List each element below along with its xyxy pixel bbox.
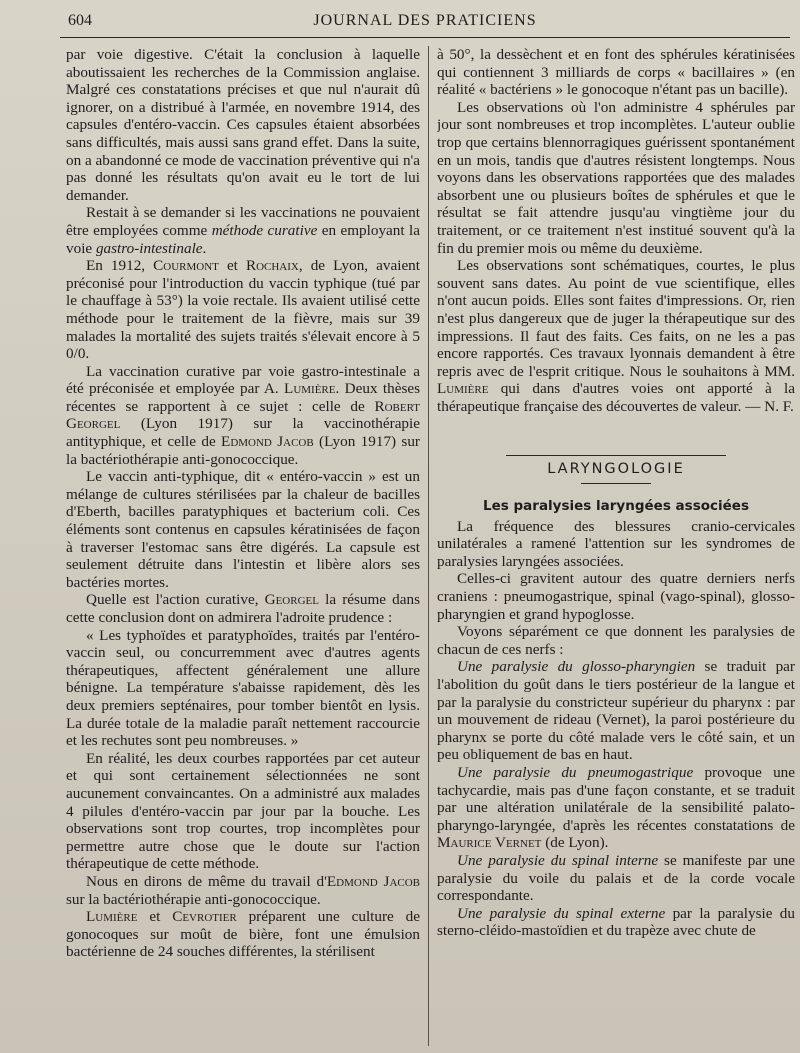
paragraph: En réalité, les deux courbes rapportées par cet auteur et qui sont certainement sélectionnées ne sont aucunement convaincantes. On a administré aux malades 4 pilules d'entéro-vaccin par jour par la bouche. Les observations sont trop courtes, trop incomplètes pour permettre autre chose que le doute sur l'action thérapeutique de cette méthode. <box>66 749 420 873</box>
author-name: Lumière <box>437 380 489 398</box>
paragraph <box>66 908 420 961</box>
italic-term: Une paralysie du glosso-pharyngien <box>457 658 696 676</box>
italic-term: Une paralysie du spinal interne <box>457 851 659 869</box>
paragraph: Le vaccin anti-typhique, dit « entéro-vaccin » est un mélange de cultures stérilisées par la chaleur de bacilles d'Eberth, bacilles paratyphiques et bacterium coli. Ces éléments sont contenus en capsules kératinisées de façon à traverser l'estomac sans être digérés. La capsule est seulement détruite dans l'intestin et libère alors ses bactéries mortes. <box>66 468 420 591</box>
paragraph <box>437 658 795 764</box>
paragraph <box>66 591 420 626</box>
text-run: Restait à se demander si les vaccinations ne pouvaient être employées comme <box>66 204 420 239</box>
author-name: Lumière <box>86 908 138 926</box>
quotation: « Les typhoïdes et paratyphoïdes, traités par l'entéro-vaccin seul, ou concurremment avec d'autres agents thérapeutiques, affectent généralement une allure bénigne. La température s'abaisse rapidement, dès les deux premiers septénaires, pour tomber bientôt en lysis. La durée totale de la maladie paraît nettement raccourcie et les rechutes sont peu nombreuses. » <box>66 626 420 750</box>
author-name: Rochaix <box>245 257 299 275</box>
text-run: qui dans d'autres voies ont apporté à la thérapeutique française des découvertes de valeur. — N. F. <box>437 380 795 415</box>
author-name: Edmond Jacob <box>221 433 314 451</box>
text-run: Nous en dirons de même du travail d' <box>86 872 327 890</box>
left-column <box>66 46 420 1047</box>
author-name: Lumière <box>284 380 336 398</box>
text-run: provoque une tachycardie, mais pas d'une façon constante, et se traduit par une altération unilatérale de la sensibilité palato-pharyngo-laryngée, d'après les récentes constatations de <box>437 763 795 834</box>
text-run: en employant la voie <box>66 221 420 257</box>
journal-title: JOURNAL DES PRATICIENS <box>313 12 537 29</box>
page-number: 604 <box>68 12 92 29</box>
italic-term: gastro-intestinale <box>95 239 203 257</box>
paragraph <box>437 257 795 415</box>
author-name: Robert Georgel <box>66 397 420 433</box>
text-run: . Deux thèses récentes se rapportent à ce sujet : celle de <box>66 380 420 415</box>
paragraph <box>437 852 795 905</box>
text-run: par la paralysie du sterno-cléido-mastoïdien et du trapèze avec chute de <box>437 904 795 940</box>
text-run: et <box>218 257 246 275</box>
author-name: Edmond Jacob <box>326 872 420 890</box>
text-run: , de Lyon, avaient préconisé pour l'introduction du vaccin typhique (tué par le chauffage à 53°) la voie rectale. Ils avaient utilisé cette méthode pour le traitement de la fièvre, mais sur 39 malades la mortalité des sujets traités s'élevait encore à 5 0/0. <box>66 257 420 363</box>
section-rule-bottom <box>581 483 651 484</box>
paragraph: Les observations où l'on administre 4 sphérules par jour sont nombreuses et trop incomplètes. L'auteur oublie trop que certains blennorragiques guérissent spontanément en un mois, tandis que d'autres résistent longtemps. Nous voyons dans les observations rapportées que des malades absorbent une ou plusieurs boîtes de sphérules et que le résultat se fait attendre jusqu'au vingtième jour du traitement, or ce traitement n'est institué souvent qu'à la fin du premier mois ou même du deuxième. <box>437 98 795 257</box>
text-run: se traduit par l'abolition du goût dans le tiers postérieur de la langue et par la paralysie du constricteur supérieur du pharynx : par un mouvement de rideau (Vernet), la paroi postérieure du pharynx se porte du côté malade vers le côté sain, et un peu obliquement de bas en haut. <box>437 658 795 764</box>
author-name: Cevrotier <box>172 908 237 926</box>
text-run: En 1912, <box>86 257 154 275</box>
right-column <box>437 46 795 1047</box>
section-heading <box>437 455 795 484</box>
text-run: La vaccination curative par voie gastro-intestinale a été préconisée et employée par A. <box>66 362 420 398</box>
paragraph <box>66 363 420 469</box>
paragraph <box>66 257 420 363</box>
text-run: Les observations sont schématiques, courtes, le plus souvent sans dates. Au point de vue scientifique, elles n'ont aucun poids. Elles sont faites d'impressions. Or, rien n'est plus dangereux que de juger la thérapeutique sur des impressions. Il faut des faits. Ces faits, on ne les a pas encore rapportés. Ces travaux lyonnais demandent à être repris avec de l'esprit critique. Nous le souhaitons à MM. <box>437 257 795 380</box>
text-run: (de Lyon). <box>541 834 609 852</box>
text-run: . <box>202 239 207 257</box>
italic-term: Une paralysie du pneumogastrique <box>457 763 694 781</box>
column-divider <box>428 46 429 1046</box>
text-run: et <box>137 908 173 926</box>
section-title: LARYNGOLOGIE <box>547 461 685 478</box>
header-rule <box>60 37 790 38</box>
text-run: sur la bactériothérapie anti-gonococcique. <box>66 890 321 908</box>
text-run: se manifeste par une paralysie du voile du palais et de la corde vocale correspondante. <box>437 851 795 905</box>
paragraph <box>66 204 420 257</box>
paragraph: Celles-ci gravitent autour des quatre derniers nerfs craniens : pneumogastrique, spinal (vago-spinal), glosso-pharyngien et grand hypoglosse. <box>437 570 795 623</box>
author-name: Georgel <box>264 591 319 609</box>
author-name: Courmont <box>153 257 219 275</box>
text-run: (Lyon 1917) sur la bactériothérapie anti-gonococcique. <box>66 433 420 468</box>
italic-term: méthode curative <box>211 221 318 239</box>
article-title: Les paralysies laryngées associées <box>483 498 749 515</box>
paragraph <box>437 764 795 852</box>
text-run: Quelle est l'action curative, <box>86 591 265 609</box>
text-run: la résume dans cette conclusion dont on admirera l'adroite prudence : <box>66 591 420 626</box>
paragraph: La fréquence des blessures cranio-cervicales unilatérales a ramené l'attention sur les syndromes de paralysies laryngées associées. <box>437 517 795 570</box>
running-head <box>60 10 790 34</box>
text-run: (Lyon 1917) sur la vaccinothérapie antityphique, et celle de <box>66 415 420 451</box>
paragraph: par voie digestive. C'était la conclusion à laquelle aboutissaient les recherches de la Commission anglaise. Malgré ces constatations précises et que nul n'aurait dû ignorer, on a distribué à l'armée, en novembre 1914, des capsules d'entéro-vaccin. Ces capsules étaient absorbées sans difficultés, mais aussi sans grand effet. Dans la suite, on a abandonné ce mode de vaccination préventive qui n'a pas donné les résultats qu'on avait eu le tort de lui demander. <box>66 46 420 204</box>
paragraph: à 50°, la dessèchent et en font des sphérules kératinisées qui contiennent 3 milliards de corps « bacillaires » (en réalité « bactériens » le gonocoque n'étant pas un bacille). <box>437 46 795 99</box>
paragraph: Voyons séparément ce que donnent les paralysies de chacun de ces nerfs : <box>437 623 795 658</box>
paragraph <box>66 873 420 908</box>
italic-term: Une paralysie du spinal externe <box>457 904 666 922</box>
author-name: Maurice Vernet <box>437 834 542 852</box>
text-run: préparent une culture de gonocoques sur moût de bière, font une émulsion bactérienne de 24 souches différentes, la stérilisent <box>66 908 420 961</box>
paragraph <box>437 905 795 940</box>
